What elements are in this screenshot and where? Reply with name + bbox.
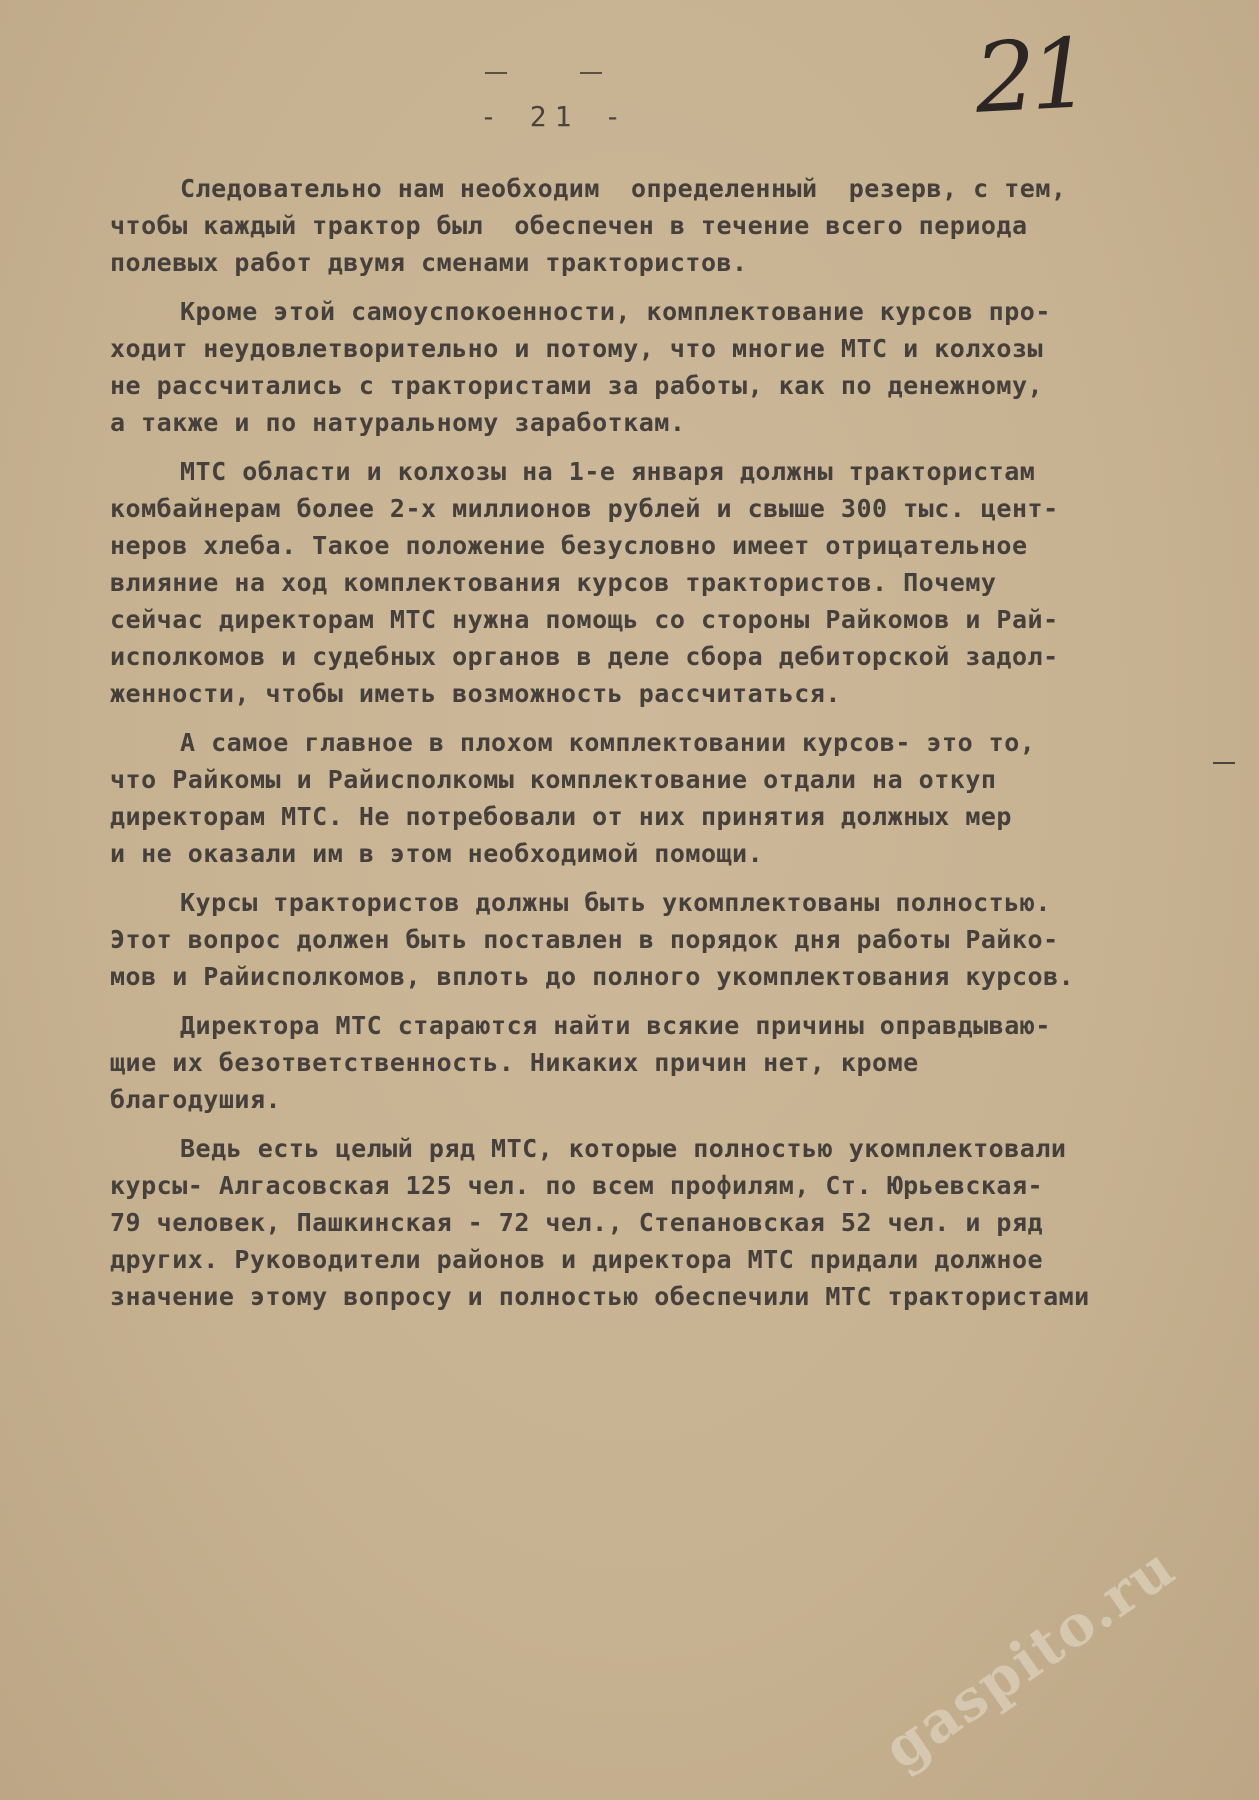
- text-line: влияние на ход комплектования курсов трактористов. Почему: [110, 568, 997, 597]
- text-line: исполкомов и судебных органов в деле сбора дебиторской задол-: [110, 642, 1059, 671]
- text-line: и не оказали им в этом необходимой помощи.: [110, 839, 764, 868]
- paragraph-6: [110, 1007, 1240, 1118]
- text-line: чтобы каждый трактор был обеспечен в течение всего периода: [110, 211, 1028, 240]
- document-body: [110, 170, 1240, 1315]
- text-line: Директора МТС стараются найти всякие причины оправдываю-: [180, 1011, 1051, 1040]
- top-dash-left: [485, 72, 507, 74]
- text-line: Курсы трактористов должны быть укомплектованы полностью.: [180, 888, 1051, 917]
- text-line: мов и Райисполкомов, вплоть до полного укомплектования курсов.: [110, 962, 1075, 991]
- text-line: неров хлеба. Такое положение безусловно имеет отрицательное: [110, 531, 1028, 560]
- text-line: значение этому вопросу и полностью обеспечили МТС трактористами: [110, 1282, 1090, 1311]
- top-dash-right: [580, 72, 602, 74]
- text-line: а также и по натуральному заработкам.: [110, 408, 686, 437]
- paragraph-5: [110, 884, 1240, 995]
- text-line: директорам МТС. Не потребовали от них принятия должных мер: [110, 802, 1012, 831]
- text-line: МТС области и колхозы на 1-е января должны трактористам: [180, 457, 1036, 486]
- text-line: женности, чтобы иметь возможность рассчитаться.: [110, 679, 841, 708]
- text-line: 79 человек, Пашкинская - 72 чел., Степановская 52 чел. и ряд: [110, 1208, 1044, 1237]
- text-line: А самое главное в плохом комплектовании курсов- это то,: [180, 728, 1036, 757]
- text-line: полевых работ двумя сменами трактористов.: [110, 248, 748, 277]
- text-line: Следовательно нам необходим определенный резерв, с тем,: [180, 174, 1067, 203]
- paragraph-1: [110, 170, 1240, 281]
- watermark: gaspito.ru: [871, 1533, 1188, 1783]
- paragraph-3: [110, 453, 1240, 712]
- text-line: не рассчитались с трактористами за работы, как по денежному,: [110, 371, 1044, 400]
- text-line: Ведь есть целый ряд МТС, которые полностью укомплектовали: [180, 1134, 1067, 1163]
- text-line: ходит неудовлетворительно и потому, что многие МТС и колхозы: [110, 334, 1044, 363]
- text-line: благодушия.: [110, 1085, 282, 1114]
- text-line: Этот вопрос должен быть поставлен в порядок дня работы Райко-: [110, 925, 1059, 954]
- paragraph-7: [110, 1130, 1240, 1315]
- text-line: Кроме этой самоуспокоенности, комплектование курсов про-: [180, 297, 1051, 326]
- page-number: - 21 -: [480, 100, 630, 133]
- paragraph-4: [110, 724, 1240, 872]
- paragraph-2: [110, 293, 1240, 441]
- text-line: комбайнерам более 2-х миллионов рублей и свыше 300 тыс. цент-: [110, 494, 1059, 523]
- text-line: других. Руководители районов и директора МТС придали должное: [110, 1245, 1044, 1274]
- text-line: сейчас директорам МТС нужна помощь со стороны Райкомов и Рай-: [110, 605, 1059, 634]
- archive-sheet-number: 21: [972, 17, 1089, 135]
- text-line: что Райкомы и Райисполкомы комплектование отдали на откуп: [110, 765, 997, 794]
- text-line: курсы- Алгасовская 125 чел. по всем профилям, Ст. Юрьевская-: [110, 1171, 1044, 1200]
- margin-dash: [1213, 762, 1235, 764]
- text-line: щие их безответственность. Никаких причин нет, кроме: [110, 1048, 919, 1077]
